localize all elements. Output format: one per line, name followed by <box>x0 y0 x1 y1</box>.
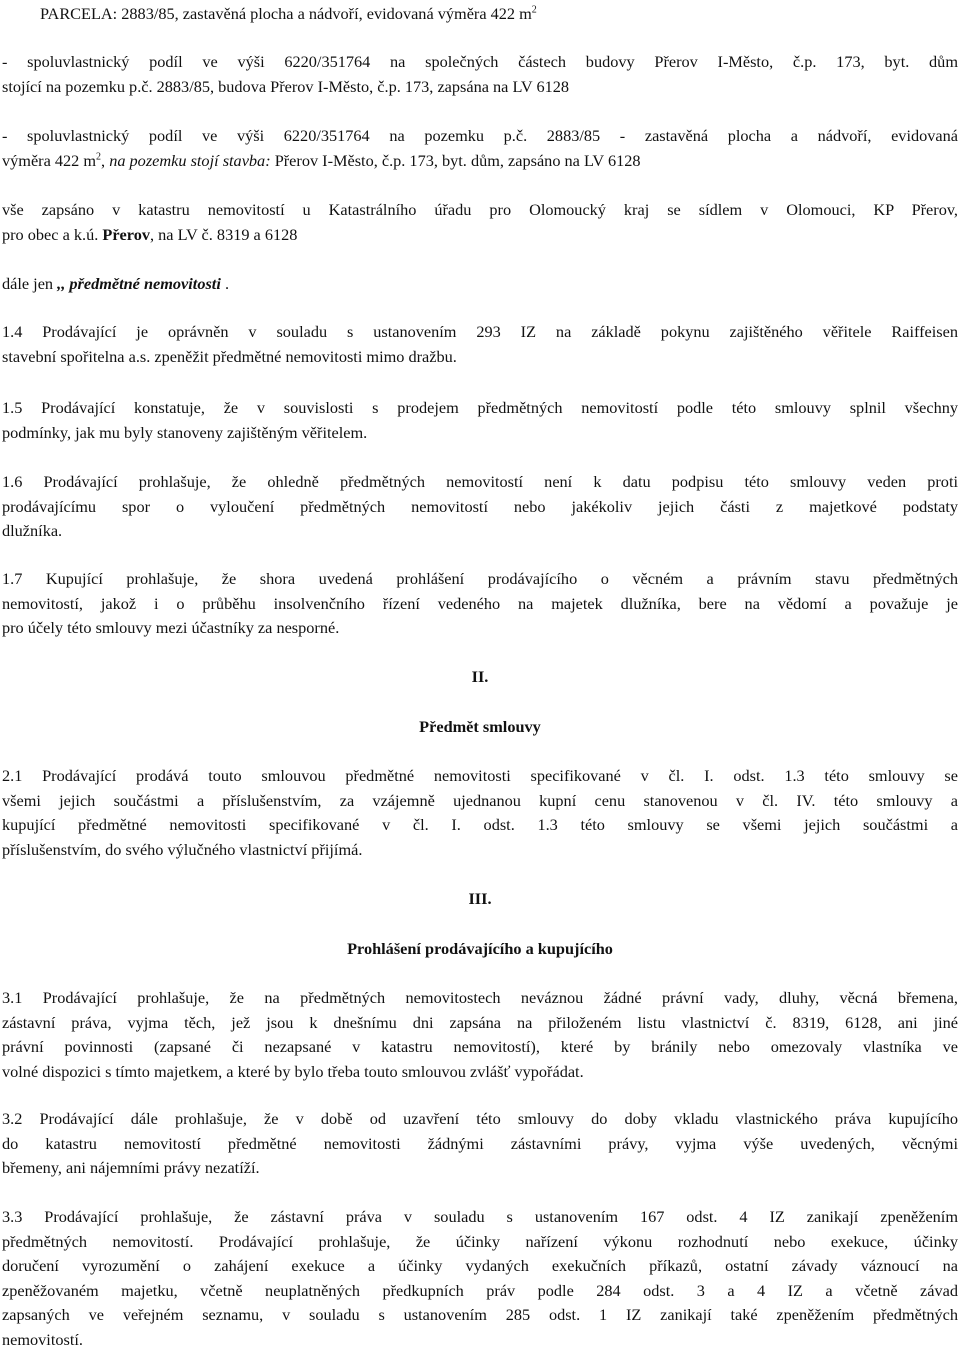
hereinafter-suffix: . <box>225 274 229 293</box>
registry-town: Přerov <box>102 225 150 244</box>
clause-1-4-line-2: stavební spořitelna a.s. zpeněžit předmětné nemovitosti mimo dražbu. <box>2 345 958 370</box>
clause-1-7 <box>2 567 958 641</box>
clause-1-7-line-2: nemovitostí, jakož i o průběhu insolvenčního řízení vedeného na majetek dlužníka, bere na vědomí a považuje je <box>2 592 958 617</box>
hereinafter-line <box>2 272 958 297</box>
hereinafter-paragraph <box>2 272 958 297</box>
hereinafter-prefix: dále jen <box>2 274 57 293</box>
clause-3-1-line-1: 3.1 Prodávající prohlašuje, že na předmětných nemovitostech neváznou žádné právní vady, dluhy, věcná břemena, <box>2 986 958 1011</box>
registry-line-1: vše zapsáno v katastru nemovitostí u Katastrálního úřadu pro Olomoucký kraj se sídlem v Olomouci, KP Přerov, <box>2 198 958 223</box>
share-land-line-2 <box>2 149 958 174</box>
hereinafter-term: ,, předmětné nemovitosti <box>57 274 225 293</box>
clause-1-5-line-2: podmínky, jak mu byly stanoveny zajištěným věřitelem. <box>2 421 958 446</box>
clause-3-2-line-3: břemeny, ani nájemními právy nezatíží. <box>2 1156 958 1181</box>
clause-2-1-line-3: kupující předmětné nemovitosti specifikované v čl. I. odst. 1.3 této smlouvy se všemi jejich součástmi a <box>2 813 958 838</box>
section-ii-number: II. <box>0 665 960 689</box>
parcel-header-sup: 2 <box>532 5 537 16</box>
clause-3-3-line-1: 3.3 Prodávající prohlašuje, že zástavní práva v souladu s ustanovením 167 odst. 4 IZ zanikají zpeněžením <box>2 1205 958 1230</box>
clause-3-2 <box>2 1107 958 1181</box>
share-land-sup: 2 <box>96 151 101 162</box>
clause-3-3-line-5: zapsaných ve veřejném seznamu, v souladu s ustanovením 285 odst. 1 IZ zanikají také zpeněžením předmětných <box>2 1303 958 1328</box>
clause-1-6-line-2: prodávajícímu spor o vyloučení předmětných nemovitostí nebo jakékoliv jejich části z majetkové podstaty <box>2 495 958 520</box>
clause-3-2-line-2: do katastru nemovitostí předmětné nemovitosti žádnými zástavními právy, vyjma výše uvedených, věcnými <box>2 1132 958 1157</box>
registry-line-2 <box>2 223 958 248</box>
clause-1-4 <box>2 320 958 369</box>
registry-paragraph <box>2 198 958 247</box>
share-building-line-2: stojící na pozemku p.č. 2883/85, budova Přerov I-Město, č.p. 173, zapsána na LV 6128 <box>2 75 958 100</box>
clause-2-1-line-1: 2.1 Prodávající prodává touto smlouvou předmětné nemovitosti specifikované v čl. I. odst. 1.3 této smlouvy se <box>2 764 958 789</box>
share-land-italic: na pozemku stojí stavba: <box>109 151 270 170</box>
clause-3-2-line-1: 3.2 Prodávající dále prohlašuje, že v době od uzavření této smlouvy do doby vkladu vlastnického práva kupujícího <box>2 1107 958 1132</box>
registry-municipality: pro obec a k.ú. <box>2 225 102 244</box>
clause-1-7-line-1: 1.7 Kupující prohlašuje, že shora uvedená prohlášení prodávajícího o věcném a právním stavu předmětných <box>2 567 958 592</box>
clause-2-1-line-4: příslušenstvím, do svého výlučného vlastnictví přijímá. <box>2 838 958 863</box>
clause-3-3-line-4: zpeněžovaném majetku, včetně neuplatněných předkupních práv podle 284 odst. 3 a 4 IZ a včetně závad <box>2 1279 958 1304</box>
clause-1-4-line-1: 1.4 Prodávající je oprávněn v souladu s ustanovením 293 IZ na základě pokynu zajištěného věřitele Raiffeisen <box>2 320 958 345</box>
clause-1-6-line-3: dlužníka. <box>2 519 958 544</box>
clause-2-1-line-2: všemi jejich součástmi a příslušenstvím, za vzájemně ujednanou kupní cenu stanovenou v čl. IV. této smlouvy a <box>2 789 958 814</box>
share-land-paragraph <box>2 124 958 173</box>
clause-2-1 <box>2 764 958 862</box>
clause-3-3-line-3: doručení vyrozumění o zahájení exekuce a účinky vydaných exekučních příkazů, ostatní závady váznoucí na <box>2 1254 958 1279</box>
parcel-header <box>40 2 940 27</box>
section-ii-title: Předmět smlouvy <box>0 715 960 739</box>
share-building-line-1: - spoluvlastnický podíl ve výši 6220/351764 na společných částech budovy Přerov I-Město, č.p. 173, byt. dům <box>2 50 958 75</box>
clause-1-5-line-1: 1.5 Prodávající konstatuje, že v souvislosti s prodejem předmětných nemovitostí podle této smlouvy splnil všechny <box>2 396 958 421</box>
share-land-comma: , <box>101 151 109 170</box>
share-land-rest: Přerov I-Město, č.p. 173, byt. dům, zapsáno na LV 6128 <box>271 151 641 170</box>
clause-3-3-line-6: nemovitostí. <box>2 1328 958 1352</box>
parcel-header-text: PARCELA: 2883/85, zastavěná plocha a nádvoří, evidovaná výměra 422 m <box>40 4 532 23</box>
clause-1-6-line-1: 1.6 Prodávající prohlašuje, že ohledně předmětných nemovitostí není k datu podpisu této smlouvy veden proti <box>2 470 958 495</box>
clause-1-7-line-3: pro účely této smlouvy mezi účastníky za nesporné. <box>2 616 958 641</box>
section-iii-title: Prohlášení prodávajícího a kupujícího <box>0 937 960 961</box>
clause-3-1-line-2: zástavní práva, vyjma těch, jež jsou k dnešnímu dni zapsána na přiloženém listu vlastnictví č. 8319, 6128, ani jiné <box>2 1011 958 1036</box>
clause-1-6 <box>2 470 958 544</box>
clause-3-1 <box>2 986 958 1084</box>
share-land-area: výměra 422 m <box>2 151 96 170</box>
registry-lv: , na LV č. 8319 a 6128 <box>150 225 297 244</box>
clause-3-1-line-3: právní povinnosti (zapsané či nezapsané v katastru nemovitostí), které by bránily nebo omezovaly vlastníka ve <box>2 1035 958 1060</box>
clause-1-5 <box>2 396 958 445</box>
section-iii-number: III. <box>0 887 960 911</box>
share-building-paragraph <box>2 50 958 99</box>
clause-3-3 <box>2 1205 958 1352</box>
clause-3-3-line-2: předmětných nemovitostí. Prodávající prohlašuje, že účinky nařízení výkonu rozhodnutí nebo exekuce, účinky <box>2 1230 958 1255</box>
clause-3-1-line-4: volné dispozici s tímto majetkem, a které by bylo třeba touto smlouvou zvlášť vypořádat. <box>2 1060 958 1085</box>
share-land-line-1: - spoluvlastnický podíl ve výši 6220/351764 na pozemku p.č. 2883/85 - zastavěná plocha a nádvoří, evidovaná <box>2 124 958 149</box>
